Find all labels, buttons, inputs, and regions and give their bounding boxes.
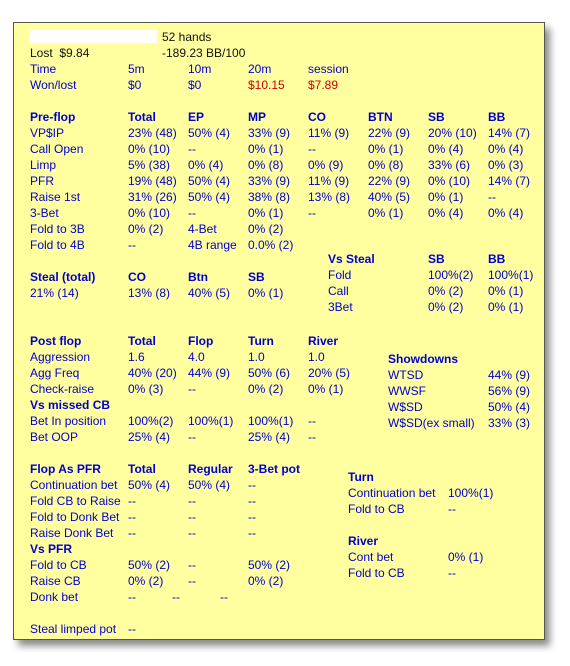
vs-steal-cell: 0% (2) [428, 300, 464, 314]
preflop-row-label: Call Open [30, 142, 84, 156]
flop-pfr-cell: -- [188, 526, 196, 540]
showdown-label: WWSF [388, 384, 426, 398]
postflop-cell: 0% (1) [308, 382, 344, 396]
preflop-cell: 0.0% (2) [248, 238, 294, 252]
showdowns-title: Showdowns [388, 352, 458, 366]
flop-pfr-header: Flop As PFR [30, 462, 101, 476]
preflop-cell: -- [188, 142, 196, 156]
flop-pfr-cell: 50% (4) [128, 478, 171, 492]
preflop-cell: 0% (1) [248, 142, 284, 156]
river-cell: 0% (1) [448, 550, 484, 564]
river-row-label: Cont bet [348, 550, 394, 564]
postflop-cell: 0% (2) [248, 382, 284, 396]
time-session: session [308, 62, 349, 76]
vs-pfr-cell: -- [172, 590, 180, 604]
preflop-cell: 38% (8) [248, 190, 291, 204]
steal-value: 0% (1) [248, 286, 284, 300]
turn-cell: -- [448, 502, 456, 516]
flop-pfr-cell: -- [188, 494, 196, 508]
preflop-cell: 0% (1) [368, 142, 404, 156]
postflop-row-label: Check-raise [30, 382, 95, 396]
preflop-cell: 40% (5) [368, 190, 411, 204]
showdown-label: W$SD [388, 400, 423, 414]
preflop-cell: 0% (2) [128, 222, 164, 236]
preflop-cell: 0% (1) [248, 206, 284, 220]
preflop-row-label: Limp [30, 158, 57, 172]
steal-value: 21% (14) [30, 286, 79, 300]
time-5m: 5m [128, 62, 145, 76]
preflop-cell: 22% (9) [368, 126, 411, 140]
vs-missed-cb-title: Vs missed CB [30, 398, 111, 412]
preflop-cell: 4B range [188, 238, 237, 252]
preflop-row-label: PFR [30, 174, 54, 188]
flop-pfr-cell: -- [128, 494, 136, 508]
preflop-cell: 33% (9) [248, 126, 291, 140]
postflop-cell: -- [188, 382, 196, 396]
vs-steal-row-label: Fold [328, 268, 352, 282]
vs-steal-header: Vs Steal [328, 252, 375, 266]
postflop-cell: 40% (20) [128, 366, 177, 380]
preflop-cell: 13% (8) [308, 190, 351, 204]
vs-steal-cell: 0% (1) [488, 300, 524, 314]
flop-pfr-row-label: Fold to Donk Bet [30, 510, 120, 524]
preflop-header: MP [248, 110, 266, 124]
preflop-header: Total [128, 110, 156, 124]
preflop-cell: 33% (6) [428, 158, 471, 172]
flop-pfr-cell: -- [248, 478, 256, 492]
vs-pfr-row-label: Donk bet [30, 590, 79, 604]
preflop-cell: 0% (8) [248, 158, 284, 172]
preflop-header: Pre-flop [30, 110, 76, 124]
preflop-cell: 31% (26) [128, 190, 177, 204]
vs-steal-cell: 0% (1) [488, 284, 524, 298]
preflop-cell: 50% (4) [188, 126, 231, 140]
missed-cb-cell: -- [308, 414, 316, 428]
steal-limped-label: Steal limped pot [30, 622, 117, 636]
flop-pfr-cell: 50% (4) [188, 478, 231, 492]
showdown-label: WTSD [388, 368, 424, 382]
preflop-cell: 0% (4) [428, 142, 464, 156]
flop-pfr-header: Regular [188, 462, 233, 476]
postflop-cell: 1.6 [128, 350, 145, 364]
turn-row-label: Fold to CB [348, 502, 405, 516]
missed-cb-cell: 100%(1) [248, 414, 294, 428]
preflop-cell: -- [308, 206, 316, 220]
vs-steal-row-label: 3Bet [328, 300, 353, 314]
vs-pfr-cell: 0% (2) [128, 574, 164, 588]
missed-cb-cell: 100%(2) [128, 414, 174, 428]
preflop-row-label: 3-Bet [30, 206, 59, 220]
preflop-cell: 14% (7) [488, 174, 531, 188]
steal-limped-value: -- [128, 622, 136, 636]
preflop-cell: 0% (4) [488, 206, 524, 220]
showdown-value: 33% (3) [488, 416, 531, 430]
wonlost-20m: $10.15 [248, 78, 285, 92]
missed-cb-cell: 25% (4) [128, 430, 171, 444]
preflop-row-label: VP$IP [30, 126, 65, 140]
preflop-cell: 0% (1) [368, 206, 404, 220]
flop-pfr-row-label: Raise Donk Bet [30, 526, 114, 540]
flop-pfr-cell: -- [128, 510, 136, 524]
preflop-cell: -- [308, 142, 316, 156]
postflop-cell: 1.0 [308, 350, 325, 364]
vs-steal-header: BB [488, 252, 506, 266]
vs-pfr-row-label: Raise CB [30, 574, 81, 588]
preflop-header: SB [428, 110, 445, 124]
vs-pfr-title: Vs PFR [30, 542, 73, 556]
preflop-cell: 4-Bet [188, 222, 217, 236]
preflop-cell: 11% (9) [308, 174, 350, 188]
postflop-header: River [308, 334, 339, 348]
vs-steal-row-label: Call [328, 284, 349, 298]
turn-cell: 100%(1) [448, 486, 494, 500]
preflop-cell: 0% (9) [308, 158, 344, 172]
flop-pfr-cell: -- [248, 494, 256, 508]
postflop-row-label: Aggression [30, 350, 91, 364]
preflop-cell: 50% (4) [188, 190, 231, 204]
preflop-cell: 50% (4) [188, 174, 231, 188]
preflop-cell: 11% (9) [308, 126, 350, 140]
turn-title: Turn [348, 470, 374, 484]
vs-pfr-cell: -- [128, 590, 136, 604]
vs-steal-cell: 100%(1) [488, 268, 534, 282]
steal-header: SB [248, 270, 265, 284]
preflop-cell: -- [188, 206, 196, 220]
postflop-cell: 50% (6) [248, 366, 291, 380]
preflop-header: BTN [368, 110, 393, 124]
postflop-cell: 0% (3) [128, 382, 164, 396]
preflop-cell: -- [128, 238, 136, 252]
preflop-row-label: Fold to 4B [30, 238, 85, 252]
preflop-cell: -- [488, 190, 496, 204]
wonlost-5m: $0 [128, 78, 142, 92]
showdown-value: 50% (4) [488, 400, 531, 414]
flop-pfr-cell: -- [248, 526, 256, 540]
vs-steal-cell: 100%(2) [428, 268, 474, 282]
preflop-cell: 33% (9) [248, 174, 291, 188]
flop-pfr-header: 3-Bet pot [248, 462, 300, 476]
preflop-header: EP [188, 110, 205, 124]
postflop-cell: 4.0 [188, 350, 205, 364]
preflop-cell: 14% (7) [488, 126, 531, 140]
hud-stats-panel [13, 22, 545, 640]
time-label: Time [30, 62, 57, 76]
preflop-cell: 0% (10) [128, 142, 171, 156]
showdown-value: 56% (9) [488, 384, 531, 398]
missed-cb-row-label: Bet In position [30, 414, 107, 428]
flop-pfr-cell: -- [248, 510, 256, 524]
showdown-label: W$SD(ex small) [388, 416, 475, 430]
vs-pfr-cell: -- [188, 574, 196, 588]
postflop-cell: 1.0 [248, 350, 265, 364]
wonlost-label: Won/lost [30, 78, 77, 92]
preflop-cell: 0% (4) [428, 206, 464, 220]
river-title: River [348, 534, 379, 548]
showdown-value: 44% (9) [488, 368, 531, 382]
flop-pfr-row-label: Fold CB to Raise [30, 494, 121, 508]
postflop-cell: 20% (5) [308, 366, 351, 380]
preflop-header: BB [488, 110, 506, 124]
missed-cb-row-label: Bet OOP [30, 430, 79, 444]
lost-amount: Lost $9.84 [30, 46, 90, 60]
missed-cb-cell: 100%(1) [188, 414, 234, 428]
vs-steal-cell: 0% (2) [428, 284, 464, 298]
postflop-header: Turn [248, 334, 274, 348]
vs-pfr-cell: 0% (2) [248, 574, 284, 588]
preflop-header: CO [308, 110, 326, 124]
steal-header: Steal (total) [30, 270, 96, 284]
vs-pfr-row-label: Fold to CB [30, 558, 87, 572]
preflop-cell: 5% (38) [128, 158, 171, 172]
missed-cb-cell: 25% (4) [248, 430, 291, 444]
postflop-header: Total [128, 334, 156, 348]
preflop-cell: 0% (8) [368, 158, 404, 172]
preflop-cell: 0% (1) [428, 190, 464, 204]
hands-count: 52 hands [162, 30, 212, 44]
preflop-cell: 20% (10) [428, 126, 477, 140]
preflop-cell: 0% (10) [128, 206, 171, 220]
vs-pfr-cell: -- [220, 590, 228, 604]
bb-per-100: -189.23 BB/100 [162, 46, 246, 60]
player-name-box [29, 30, 157, 43]
postflop-cell: 44% (9) [188, 366, 231, 380]
preflop-cell: 0% (2) [248, 222, 284, 236]
wonlost-session: $7.89 [308, 78, 339, 92]
preflop-cell: 0% (4) [488, 142, 524, 156]
preflop-cell: 0% (3) [488, 158, 524, 172]
flop-pfr-header: Total [128, 462, 156, 476]
steal-value: 40% (5) [188, 286, 231, 300]
river-cell: -- [448, 566, 456, 580]
turn-row-label: Continuation bet [348, 486, 436, 500]
preflop-row-label: Fold to 3B [30, 222, 85, 236]
time-20m: 20m [248, 62, 272, 76]
missed-cb-cell: -- [188, 430, 196, 444]
flop-pfr-cell: -- [128, 526, 136, 540]
preflop-cell: 0% (10) [428, 174, 471, 188]
steal-value: 13% (8) [128, 286, 171, 300]
steal-header: CO [128, 270, 146, 284]
vs-pfr-cell: -- [188, 558, 196, 572]
river-row-label: Fold to CB [348, 566, 405, 580]
preflop-cell: 19% (48) [128, 174, 177, 188]
preflop-cell: 0% (4) [188, 158, 224, 172]
flop-pfr-row-label: Continuation bet [30, 478, 118, 492]
preflop-cell: 23% (48) [128, 126, 177, 140]
vs-steal-header: SB [428, 252, 445, 266]
vs-pfr-cell: 50% (2) [248, 558, 291, 572]
preflop-row-label: Raise 1st [30, 190, 81, 204]
flop-pfr-cell: -- [188, 510, 196, 524]
missed-cb-cell: -- [308, 430, 316, 444]
postflop-header: Post flop [30, 334, 82, 348]
postflop-row-label: Agg Freq [30, 366, 80, 380]
wonlost-10m: $0 [188, 78, 202, 92]
preflop-cell: 22% (9) [368, 174, 411, 188]
steal-header: Btn [188, 270, 208, 284]
time-10m: 10m [188, 62, 212, 76]
postflop-header: Flop [188, 334, 214, 348]
vs-pfr-cell: 50% (2) [128, 558, 171, 572]
